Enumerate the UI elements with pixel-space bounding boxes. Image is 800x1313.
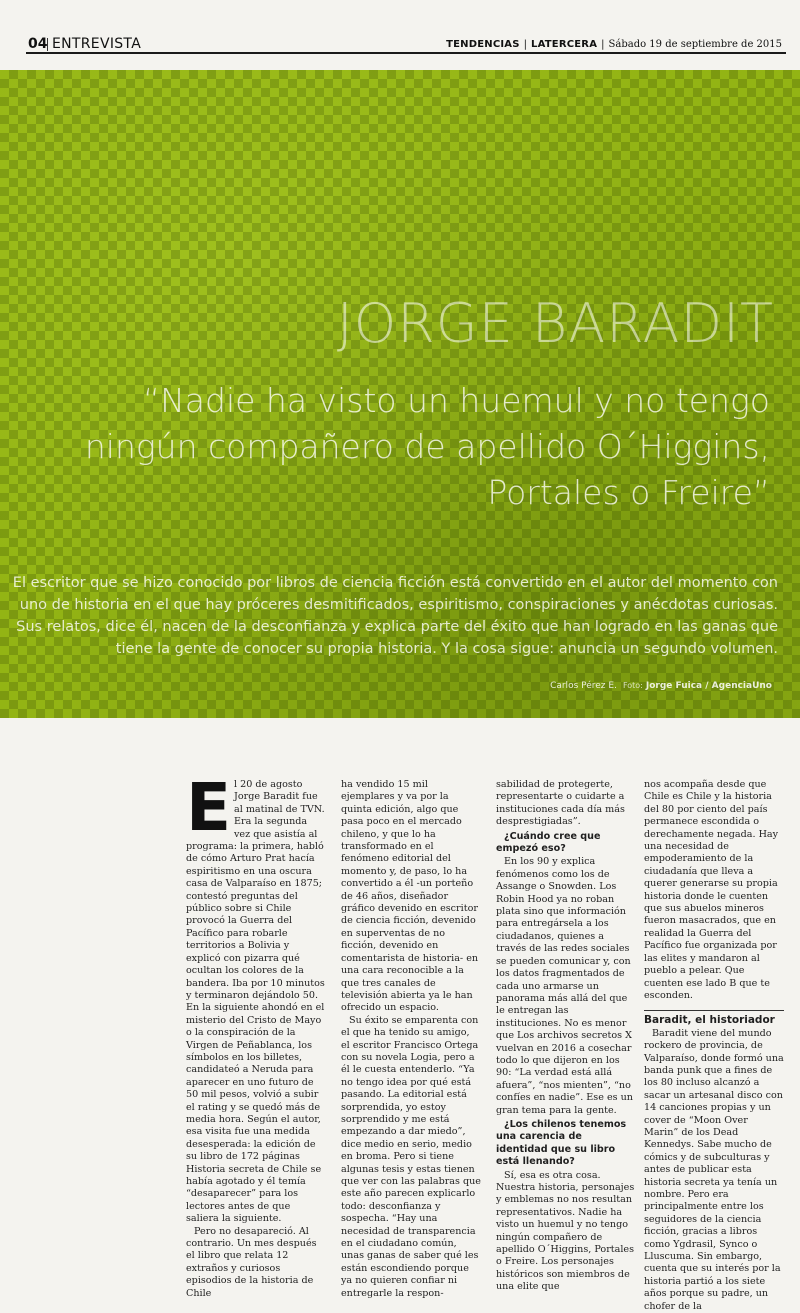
interviewee-name: JORGE BARADIT <box>336 292 774 355</box>
lead-paragraph: El escritor que se hizo conocido por libros de ciencia ficción está convertido en el autor del momento con uno de historia en el que hay próceres desmitificados, espiritismo, conspiraciones y anécdotas curiosas. Sus relatos, dice él, nacen de la desconfianza y explica parte del éxito que han logrado en las ganas que tiene la gente de conocer su propia historia. Y la cosa sigue: anuncia un segundo volumen. <box>12 575 778 657</box>
interview-question: ¿Los chilenos tenemos una carencia de identidad que su libro está llenando? <box>496 1118 627 1168</box>
subheading: Baradit, el historiador <box>644 1010 784 1026</box>
headline-quote: “Nadie ha visto un huemul y no tengo ningún compañero de apellido O´Higgins, Portales o Freire” <box>84 381 770 512</box>
paragraph: Sí, esa es otra cosa. Nuestra historia, personajes y emblemas no nos resultan representativos. Nadie ha visto un huemul y no tengo ningún compañero de apellido O´Higgins, Portales o Freire. Los personajes históricos son miembros de una elite que <box>496 1169 635 1293</box>
paragraph: Su éxito se emparenta con el que ha tenido su amigo, el escritor Francisco Ortega con su novela Logia, pero a él le cuesta entenderlo. “Ya no tengo idea por qué está pasando. La editorial está sorprendida, yo estoy sorprendido y me está empezando a dar miedo”, dice medio en serio, medio en broma. Pero si tiene algunas tesis y estas tienen que ver con las palabras que este año parecen explicarlo todo: desconfianza y sospecha. “Hay una necesidad de transparencia en el ciudadano común, unas ganas de saber qué les están escondiendo porque ya no quieren confiar ni entregarle la respon- <box>341 1014 481 1299</box>
newspaper-name: LATERCERA <box>531 39 598 50</box>
paragraph: Baradit viene del mundo rockero de provincia, de Valparaíso, donde formó una banda punk que a fines de los 80 incluso alcanzó a sacar un artesanal disco con 14 canciones propias y un cover de “Moon Over Marin” de los Dead Kennedys. Sabe mucho de cómics y de subculturas y antes de publicar esta historia secreta ya tenía un nombre. Pero era principalmente entre los seguidores de la ciencia ficción, gracias a libros como Ygdrasil, Synco o Lluscuma. Sin embargo, cuenta que su interés por la historia partió a los siete años porque su padre, un chofer de la <box>644 1027 784 1312</box>
byline <box>550 681 772 691</box>
article-column-2 <box>341 779 481 1299</box>
page-number: 04 <box>28 36 48 52</box>
paragraph: ha vendido 15 mil ejemplares y va por la quinta edición, algo que pasa poco en el mercado chileno, y que lo ha transformado en el fenómeno editorial del momento y, de paso, lo ha convertido a él -un porteño de 46 años, diseñador gráfico devenido en escritor de ciencia ficción, devenido en superventas de no ficción, devenido en comentarista de historia- en una cara reconocible a la que tres canales de televisión abierta ya le han ofrecido un espacio. <box>341 779 479 1014</box>
masthead-info: TENDENCIAS | LATERCERA | Sábado 19 de septiembre de 2015 <box>446 39 782 50</box>
article-column-3 <box>496 779 636 1293</box>
issue-date: Sábado 19 de septiembre de 2015 <box>608 39 782 50</box>
paragraph: sabilidad de protegerte, representarte o cuidarte a instituciones cada día más desprestigiadas”. <box>496 779 625 828</box>
supplement-name: TENDENCIAS <box>446 39 520 50</box>
article-column-4 <box>644 779 784 1312</box>
article-column-1 <box>186 769 326 1299</box>
drop-cap: E <box>186 769 232 846</box>
hero-photo <box>0 70 800 718</box>
section-name: ENTREVISTA <box>52 36 142 52</box>
header-rule <box>26 52 786 54</box>
left-margin-space <box>26 779 176 1173</box>
photographer-name: Jorge Fuica / AgenciaUno <box>645 681 772 691</box>
interview-question: ¿Cuándo cree que empezó eso? <box>496 830 601 855</box>
paragraph: l 20 de agosto Jorge Baradit fue al matinal de TVN. Era la segunda vez que asistía al programa: la primera, habló de cómo Arturo Prat hacía espiritismo en una oscura casa de Valparaíso en 1875; contestó preguntas del público sobre si Chile provocó la Guerra del Pacífico para robarle territorios a Bolivia y explicó con pizarra qué ocultan los colores de la bandera. Iba por 10 minutos y terminaron dejándolo 50. En la siguiente ahondó en el misterio del Cristo de Mayo o la conspiración de la Virgen de Peñablanca, los símbolos en los billetes, candidateó a Neruda para aparecer en uno futuro de 50 mil pesos, volvió a subir el rating y se quedó más de media hora. Según el autor, esa visita fue una medida desesperada: la edición de su libro de 172 páginas Historia secreta de Chile se había agotado y él temía “desaparecer” para los lectores antes de que saliera la siguiente. <box>186 779 325 1225</box>
paragraph: Pero no desapareció. Al contrario. Un mes después el libro que relata 12 extraños y curiosos episodios de la historia de Chile <box>186 1225 317 1299</box>
page-header <box>0 0 800 58</box>
article-body <box>186 769 790 1312</box>
photo-label: Foto: <box>622 681 643 690</box>
paragraph: En los 90 y explica fenómenos como los de Assange o Snowden. Los Robin Hood ya no roban plata sino que información para entregársela a los ciudadanos, quienes a través de las redes sociales se pueden comunicar y, con los datos fragmentados de cada uno armarse un panorama más allá del que le entregan las instituciones. No es menor que Los archivos secretos X vuelvan en 2016 a cosechar todo lo que dijeron en los 90: “La verdad está allá afuera”, “nos mienten”, “no confíes en nadie”. Ese es un gran tema para la gente. <box>496 856 633 1116</box>
author-name: Carlos Pérez E. <box>550 681 617 691</box>
paragraph: nos acompaña desde que Chile es Chile y la historia del 80 por ciento del país permanece escondida o derechamente negada. Hay una necesidad de empoderamiento de la ciudadanía que lleva a querer generarse su propia historia donde le cuenten que sus abuelos mineros fueron masacrados, que en realidad la Guerra del Pacífico fue organizada por las elites y mandaron al pueblo a pelear. Que cuenten ese lado B que te esconden. <box>644 779 779 1001</box>
